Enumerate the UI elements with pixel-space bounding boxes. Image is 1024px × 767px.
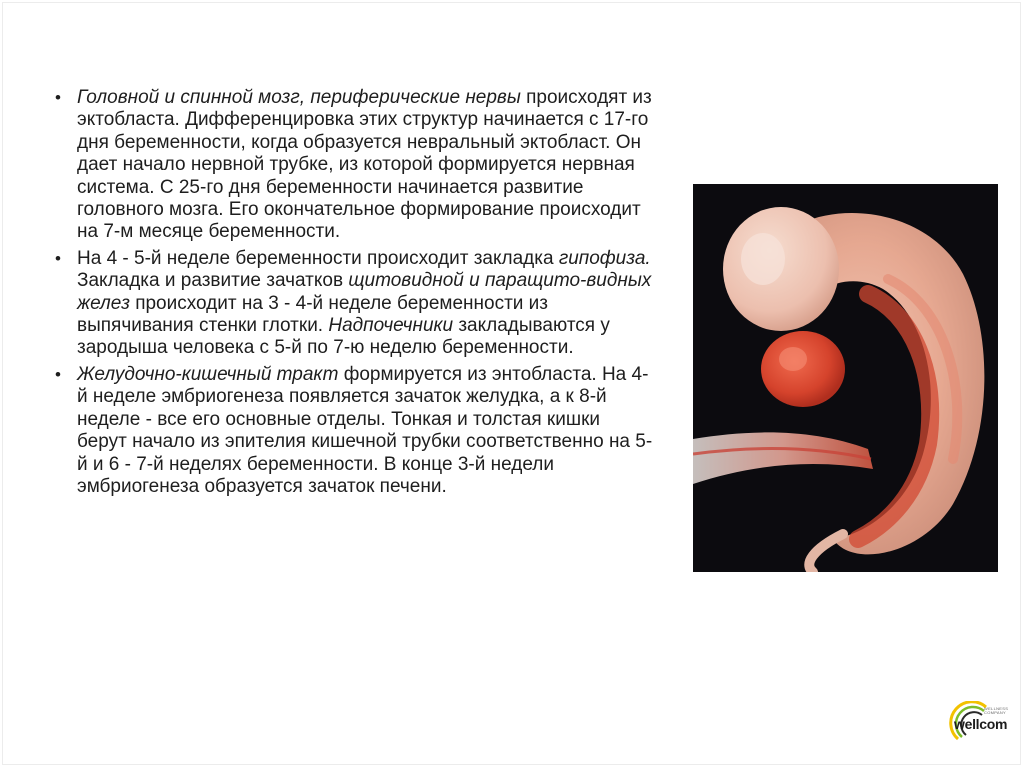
bullet-list <box>53 87 653 502</box>
bullet-segment: Желудочно-кишечный тракт <box>77 363 339 385</box>
bullet-segment: происходят из эктобласта. Дифференцировка этих структур начинается с 17-го дня беременности, когда образуется невральный эктобласт. Он дает начало нервной трубке, из которой формируется нервная система. С 25-го дня беременности начинается развитие головного мозга. Его окончательное формирование происходит на 7-м месяце беременности. <box>77 87 652 243</box>
bullet-segment: происходит на 3 - 4-й неделе беременности из выпячивания стенки глотки. <box>77 292 548 337</box>
bullet-text <box>77 364 652 497</box>
bullet-text <box>77 87 652 242</box>
embryo-illustration <box>693 184 998 572</box>
logo-tagline: WELLNESS COMPANY <box>984 706 1009 715</box>
bullet-segment: Головной и спинной мозг, периферические нервы <box>77 87 521 108</box>
embryo-photo <box>693 184 998 572</box>
bullet-dot: • <box>55 364 61 384</box>
bullet-segment: Закладка и развитие зачатков <box>77 270 349 292</box>
bullet-segment: гипофиза. <box>558 247 651 269</box>
bullet-segment: Надпочечники <box>328 315 454 337</box>
bullet-text <box>77 248 651 359</box>
bullet-dot: • <box>55 248 61 268</box>
bullet-segment: формируется из энтобласта. На 4-й неделе эмбриогенеза появляется зачаток желудка, а к 8-й неделе - все его основные отделы. Тонкая и толстая кишки берут начало из эпителия кишечной трубки соответственно на 5-й и 6 - 7-й неделях беременности. В конце 3-й недели эмбриогенеза образуется зачаток печени. <box>77 363 653 497</box>
bullet-dot: • <box>55 88 61 107</box>
bullet-item <box>53 87 653 244</box>
bullet-segment: На 4 - 5-й неделе беременности происходит закладка <box>77 247 559 269</box>
bullet-item <box>53 248 653 360</box>
bullet-item <box>53 364 653 498</box>
bullet-segment: закладываются у зародыша человека с 5-й по 7-ю неделю беременности. <box>77 315 610 359</box>
slide <box>2 2 1021 765</box>
bullet-segment: щитовидной и паращито-видных желез <box>77 270 652 314</box>
logo-wordmark: wellcom <box>954 716 1008 732</box>
wellcom-logo <box>948 701 1018 751</box>
